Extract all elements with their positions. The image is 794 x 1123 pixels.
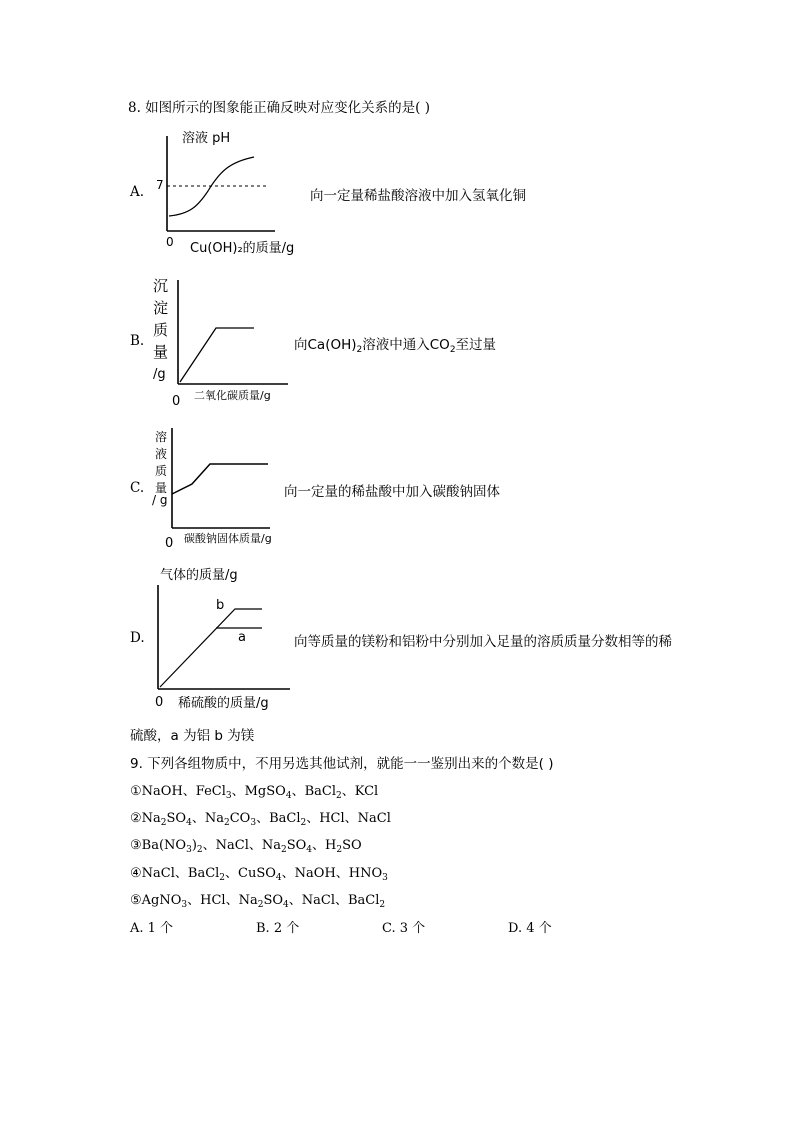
graph-c-ylabel-3: 质: [155, 464, 168, 478]
option-b-desc-part: 向Ca(OH): [294, 337, 357, 353]
formula-sub: 3: [186, 845, 192, 855]
formula-sub: 2: [379, 900, 386, 910]
formula-sub: 4: [306, 845, 313, 855]
formula-part: 、BaCl: [291, 784, 336, 799]
q9-item-2: [130, 807, 391, 826]
formula-part: SO: [342, 838, 362, 853]
option-d-description: 向等质量的镁粉和铝粉中分别加入足量的溶质质量分数相等的稀: [294, 634, 672, 650]
graph-a: [150, 126, 310, 258]
formula-sub: 3: [225, 791, 232, 801]
formula-sub: 3: [181, 900, 188, 910]
formula-sub: 4: [275, 873, 282, 883]
item-mark: ⑤: [130, 893, 142, 908]
graph-d-line-b: [160, 609, 262, 687]
formula-part: 、NaOH、HNO: [281, 866, 383, 881]
option-b-desc-part: 至过量: [455, 337, 497, 353]
formula-part: 、HCl、NaCl: [306, 811, 391, 826]
formula-part: Ba(NO: [141, 838, 187, 853]
option-b-desc-sub: 2: [356, 345, 363, 355]
graph-b-xlabel: 二氧化碳质量/g: [194, 389, 271, 402]
q9-choice-b: B. 2 个: [256, 921, 300, 936]
formula-part: SO: [263, 893, 284, 908]
formula-sub: 2: [336, 845, 343, 855]
formula-sub: 3: [382, 873, 388, 883]
item-mark: ②: [130, 811, 142, 826]
item-mark: ③: [130, 838, 142, 853]
item-mark: ①: [130, 784, 142, 799]
graph-b-curve: [180, 328, 254, 382]
formula-part: 、NaCl、Na: [202, 838, 281, 853]
option-c-letter: C.: [130, 480, 145, 496]
formula-sub: 4: [285, 791, 292, 801]
graph-b-ylabel-2: 淀: [153, 299, 169, 317]
graph-a-origin: 0: [166, 235, 174, 249]
item-mark: ④: [130, 866, 142, 881]
formula-part: 、HCl、Na: [187, 893, 258, 908]
graph-a-ref-label: 7: [156, 178, 164, 192]
question-8-stem: 8. 如图所示的图象能正确反映对应变化关系的是( ): [128, 100, 430, 116]
graph-c-ylabel-5: / g: [152, 493, 168, 507]
formula-part: Na: [141, 811, 161, 826]
formula-part: AgNO: [141, 893, 182, 908]
graph-d-origin: 0: [155, 695, 164, 710]
graph-b-ylabel-3: 质: [153, 321, 169, 339]
graph-b: [148, 272, 298, 407]
graph-d-label-b: b: [216, 598, 225, 613]
formula-part: 、NaCl、BaCl: [288, 893, 380, 908]
q9-choice-a: A. 1 个: [130, 921, 174, 936]
graph-d-xlabel: 稀硫酸的质量/g: [178, 696, 269, 711]
formula-sub: 2: [280, 845, 287, 855]
option-b-letter: B.: [130, 333, 145, 349]
option-a-description: 向一定量稀盐酸溶液中加入氢氧化铜: [310, 188, 526, 204]
formula-sub: 3: [250, 818, 257, 828]
formula-part: NaOH、FeCl: [141, 784, 226, 799]
graph-d-label-a: a: [238, 630, 246, 645]
formula-part: SO: [286, 838, 307, 853]
formula-sub: 2: [335, 791, 342, 801]
graph-c-curve: [172, 464, 268, 494]
q9-item-5: [130, 889, 385, 908]
graph-b-ylabel-5: /g: [153, 367, 166, 382]
formula-part: SO: [166, 811, 187, 826]
formula-sub: 2: [257, 900, 264, 910]
graph-c-ylabel-2: 液: [155, 447, 168, 461]
formula-part: 、CuSO: [225, 866, 276, 881]
formula-part: NaCl、BaCl: [141, 866, 220, 881]
option-c-description: 向一定量的稀盐酸中加入碳酸钠固体: [284, 484, 500, 500]
q9-choice-c: C. 3 个: [382, 921, 426, 936]
graph-c-ylabel-4: 量: [155, 481, 168, 495]
option-d-description-cont: 硫酸，a 为铝 b 为镁: [130, 728, 255, 744]
graph-c: [148, 424, 288, 549]
graph-b-ylabel-4: 量: [153, 343, 169, 361]
formula-part: 、KCl: [341, 784, 379, 799]
option-a-letter: A.: [130, 184, 145, 200]
formula-sub: 2: [223, 818, 230, 828]
formula-sub: 2: [300, 818, 307, 828]
formula-part: ): [191, 838, 197, 853]
q9-item-3: [130, 834, 362, 853]
q9-item-4: [130, 862, 388, 881]
graph-d: [148, 563, 298, 713]
graph-c-xlabel: 碳酸钠固体质量/g: [184, 532, 272, 545]
formula-sub: 2: [160, 818, 167, 828]
graph-a-xlabel: Cu(OH)₂的质量/g: [190, 241, 295, 256]
formula-sub: 4: [186, 818, 192, 828]
formula-sub: 2: [196, 845, 203, 855]
q9-item-1: [130, 780, 378, 799]
option-d-letter: D.: [130, 630, 145, 646]
formula-part: CO: [229, 811, 251, 826]
option-b-desc-sub: 2: [449, 345, 456, 355]
formula-sub: 2: [219, 873, 226, 883]
formula-part: 、BaCl: [256, 811, 301, 826]
graph-b-ylabel-1: 沉: [153, 277, 169, 295]
formula-part: 、Na: [191, 811, 224, 826]
formula-sub: 4: [283, 900, 289, 910]
graph-c-origin: 0: [165, 536, 174, 549]
graph-c-ylabel-1: 溶: [155, 430, 168, 444]
formula-part: 、H: [312, 838, 337, 853]
graph-d-ylabel: 气体的质量/g: [160, 568, 238, 583]
graph-b-origin: 0: [172, 394, 181, 407]
q9-choice-d: D. 4 个: [508, 921, 552, 936]
option-b-description: [294, 333, 496, 353]
formula-part: 、MgSO: [231, 784, 286, 799]
question-9-stem: 9. 下列各组物质中，不用另选其他试剂，就能一一鉴别出来的个数是( ): [130, 756, 554, 772]
graph-a-ylabel: 溶液 pH: [182, 131, 231, 146]
option-b-desc-part: 溶液中通入CO: [362, 337, 450, 353]
